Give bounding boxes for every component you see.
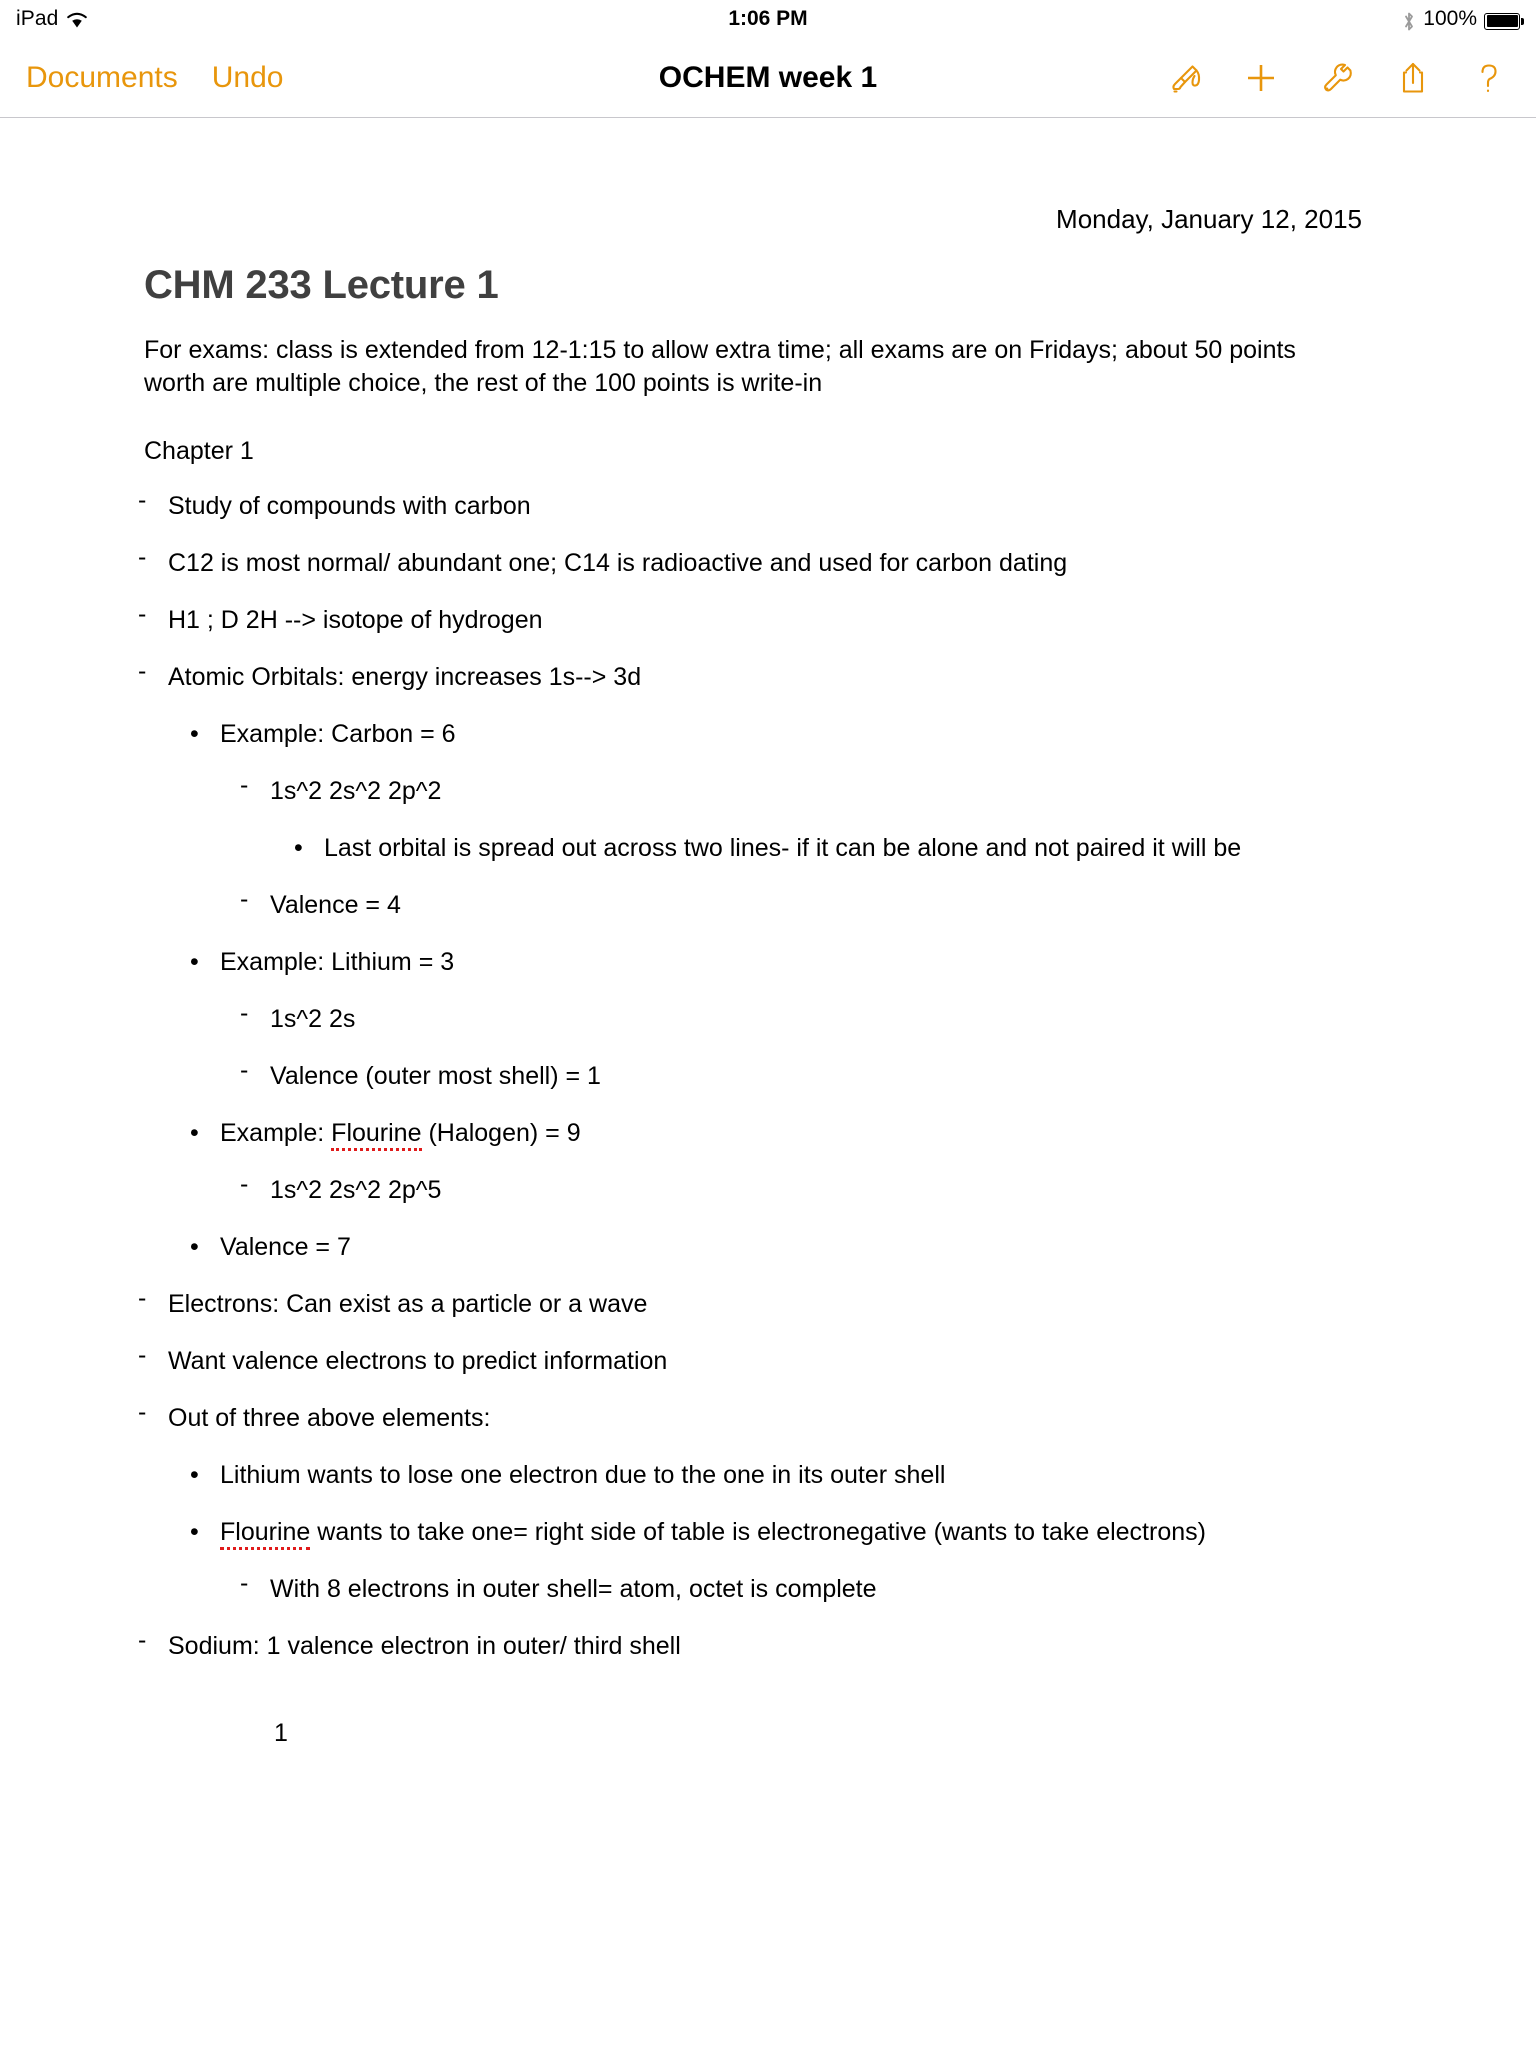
list-item xyxy=(138,656,1406,694)
dot-bullet-icon: • xyxy=(190,1232,199,1261)
dot-bullet-icon: • xyxy=(190,1118,199,1147)
list-item xyxy=(190,1516,1406,1549)
list-item xyxy=(240,884,1406,922)
list-item-text: 1s^2 2s^2 2p^5 xyxy=(270,1175,442,1204)
status-bar-time: 1:06 PM xyxy=(728,7,808,30)
share-icon[interactable] xyxy=(1392,56,1434,100)
toolbar-right-group xyxy=(1164,56,1510,100)
dash-bullet-icon: - xyxy=(240,1055,249,1084)
list-item xyxy=(190,1117,1406,1150)
list-item-text: Valence = 7 xyxy=(220,1232,351,1261)
dash-bullet-icon: - xyxy=(138,1625,147,1654)
list-item xyxy=(240,770,1406,808)
dot-bullet-icon: • xyxy=(190,1460,199,1489)
list-item-text: 1s^2 2s xyxy=(270,1004,356,1033)
dash-bullet-icon: - xyxy=(240,998,249,1027)
list-item xyxy=(190,718,1406,751)
dash-bullet-icon: - xyxy=(138,1283,147,1312)
list-item xyxy=(190,1459,1406,1492)
list-item xyxy=(190,946,1406,979)
list-item-text: 1s^2 2s^2 2p^2 xyxy=(270,776,442,805)
dash-bullet-icon: - xyxy=(240,770,249,799)
list-item xyxy=(138,1397,1406,1435)
dot-bullet-icon: • xyxy=(190,719,199,748)
page-title: CHM 233 Lecture 1 xyxy=(144,263,499,308)
list-item xyxy=(190,1231,1406,1264)
misspelled-word[interactable]: Flourine xyxy=(331,1119,421,1151)
toolbar-left-group xyxy=(26,61,283,95)
list-item-text: Example: Lithium = 3 xyxy=(220,947,455,976)
dash-bullet-icon: - xyxy=(240,884,249,913)
dash-bullet-icon: - xyxy=(138,1340,147,1369)
list-item xyxy=(138,485,1406,523)
list-item xyxy=(138,599,1406,637)
list-item xyxy=(138,1340,1406,1378)
status-bar-left xyxy=(16,7,88,31)
undo-button[interactable]: Undo xyxy=(211,60,284,94)
highlighter-icon[interactable] xyxy=(1164,56,1206,100)
misspelled-word[interactable]: Flourine xyxy=(220,1518,310,1550)
dash-bullet-icon: - xyxy=(138,656,147,685)
wrench-icon[interactable] xyxy=(1316,56,1358,100)
list-item-text: Flourine wants to take one= right side of table is electronegative (wants to take electrons) xyxy=(220,1516,1406,1549)
dash-bullet-icon: - xyxy=(240,1169,249,1198)
list-item-text: C12 is most normal/ abundant one; C14 is radioactive and used for carbon dating xyxy=(168,548,1068,577)
list-item-text: With 8 electrons in outer shell= atom, octet is complete xyxy=(270,1574,877,1603)
list-item-text: Out of three above elements: xyxy=(168,1403,491,1432)
intro-paragraph: For exams: class is extended from 12-1:15 to allow extra time; all exams are on Fridays; about 50 points worth are multiple choice, the rest of the 100 points is write-in xyxy=(144,336,1296,398)
dash-bullet-icon: - xyxy=(138,1397,147,1426)
list-item xyxy=(138,1283,1406,1321)
list-item-text: Study of compounds with carbon xyxy=(168,491,531,520)
list-item xyxy=(138,1625,1406,1663)
dash-bullet-icon: - xyxy=(138,542,147,571)
list-item xyxy=(240,1568,1406,1606)
dash-bullet-icon: - xyxy=(138,599,147,628)
list-item-text: H1 ; D 2H --> isotope of hydrogen xyxy=(168,605,543,634)
device-name: iPad xyxy=(16,7,59,30)
list-item xyxy=(240,1169,1406,1207)
list-item xyxy=(240,1055,1406,1093)
list-item-text: Atomic Orbitals: energy increases 1s--> 3d xyxy=(168,662,642,691)
chapter-heading: Chapter 1 xyxy=(144,436,254,465)
battery-percent-label: 100% xyxy=(1423,7,1477,30)
list-item-text: Last orbital is spread out across two lines- if it can be alone and not paired it will be xyxy=(324,833,1242,862)
battery-full-icon xyxy=(1484,13,1520,30)
document-title-header: OCHEM week 1 xyxy=(658,60,878,94)
list-item-text: Sodium: 1 valence electron in outer/ third shell xyxy=(168,1631,681,1660)
document-page[interactable] xyxy=(0,118,1536,1788)
list-item xyxy=(138,542,1406,580)
document-date: Monday, January 12, 2015 xyxy=(1056,204,1362,234)
list-item-text: Want valence electrons to predict information xyxy=(168,1346,668,1375)
dot-bullet-icon: • xyxy=(190,1517,199,1546)
list-item-text: Electrons: Can exist as a particle or a wave xyxy=(168,1289,648,1318)
bluetooth-icon xyxy=(1402,11,1416,32)
list-item-text: Valence (outer most shell) = 1 xyxy=(270,1061,601,1090)
app-toolbar xyxy=(0,38,1536,118)
page-number: 1 xyxy=(274,1718,288,1747)
status-bar-right xyxy=(1402,7,1520,31)
wifi-icon xyxy=(66,11,88,29)
dot-bullet-icon: • xyxy=(294,833,303,862)
ios-status-bar xyxy=(0,0,1536,38)
list-item-text: Example: Carbon = 6 xyxy=(220,719,456,748)
list-item-text: Valence = 4 xyxy=(270,890,401,919)
list-item-text: Example: Flourine (Halogen) = 9 xyxy=(220,1117,1406,1150)
dash-bullet-icon: - xyxy=(138,485,147,514)
documents-button[interactable]: Documents xyxy=(26,60,178,94)
list-item-text: Lithium wants to lose one electron due to the one in its outer shell xyxy=(220,1460,946,1489)
list-item xyxy=(294,832,1406,865)
plus-icon[interactable] xyxy=(1240,56,1282,100)
dash-bullet-icon: - xyxy=(240,1568,249,1597)
help-icon[interactable] xyxy=(1468,56,1510,100)
dot-bullet-icon: • xyxy=(190,947,199,976)
list-item xyxy=(240,998,1406,1036)
notes-outline-list xyxy=(130,485,1406,1663)
document-content xyxy=(0,118,1536,1788)
